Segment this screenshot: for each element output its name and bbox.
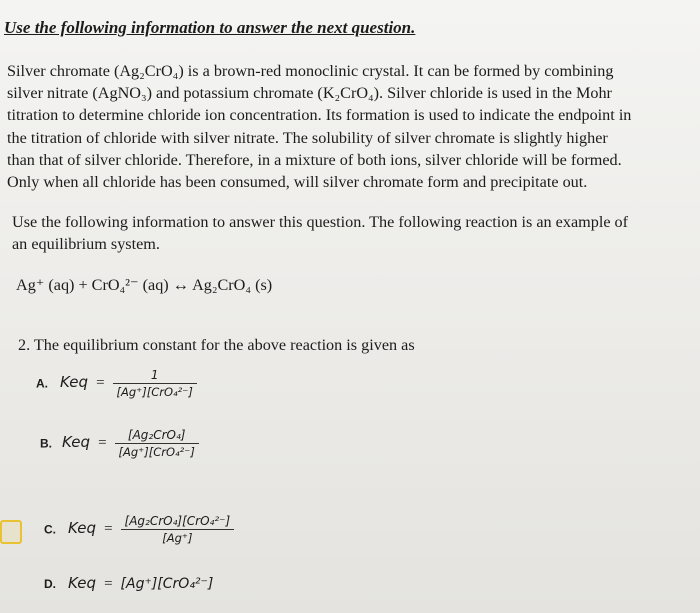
option-b-denominator: [Ag⁺][CrO₄²⁻]: [118, 445, 195, 460]
option-b-equals: =: [98, 435, 107, 452]
passage-line: than that of silver chloride. Therefore, in a mixture of both ions, silver chloride will be formed.: [7, 150, 622, 169]
option-c-denominator: [Ag⁺]: [162, 531, 193, 546]
passage-line: titration to determine chloride ion concentration. Its formation is used to indicate the endpoint in: [7, 106, 632, 125]
passage-line: silver nitrate (AgNO₃) and potassium chromate (K₂CrO₄). Silver chloride is used in the Mohr: [7, 84, 612, 103]
option-a-fraction: [113, 368, 197, 399]
option-d-keq: Keq: [68, 574, 97, 592]
option-b-numerator: [Ag₂CrO₄]: [127, 428, 186, 442]
instruction-line: Use the following information to answer this question. The following reaction is an example of: [12, 213, 629, 231]
instruction-line: an equilibrium system.: [12, 235, 160, 253]
option-c-keq: Keq: [68, 519, 97, 538]
option-c[interactable]: [44, 514, 234, 545]
option-a-keq: Keq: [60, 373, 89, 392]
option-d-equals: =: [104, 576, 113, 592]
option-c-letter: C.: [44, 522, 56, 537]
option-b[interactable]: [40, 428, 199, 459]
option-c-numerator: [Ag₂CrO₄][CrO₄²⁻]: [124, 514, 231, 528]
passage-paragraph: [7, 60, 693, 193]
option-d-letter: D.: [44, 577, 56, 591]
passage-line: Only when all chloride has been consumed, will silver chromate form and precipitate out.: [7, 173, 588, 192]
option-c-equals: =: [104, 521, 113, 538]
option-b-letter: B.: [40, 436, 52, 451]
option-d-expression: [Ag⁺][CrO₄²⁻]: [120, 576, 214, 592]
option-a-denominator: [Ag⁺][CrO₄²⁻]: [116, 385, 193, 400]
option-b-keq: Keq: [62, 433, 91, 452]
option-a[interactable]: [36, 368, 197, 399]
option-d[interactable]: [44, 574, 213, 593]
question-stem: 2. The equilibrium constant for the above reaction is given as: [18, 336, 415, 354]
option-a-numerator: 1: [150, 368, 159, 382]
option-a-equals: =: [96, 375, 105, 392]
instruction-title: Use the following information to answer the next question.: [4, 18, 416, 37]
option-b-fraction: [115, 428, 199, 459]
option-c-fraction: [121, 514, 235, 545]
option-a-letter: A.: [36, 376, 48, 391]
selected-answer-marker: [0, 520, 22, 544]
reaction-equation: Ag⁺ (aq) + CrO₄²⁻ (aq) ↔ Ag₂CrO₄ (s): [16, 276, 273, 294]
passage-line: Silver chromate (Ag₂CrO₄) is a brown-red monoclinic crystal. It can be formed by combining: [7, 62, 614, 80]
passage-line: the titration of chloride with silver nitrate. The solubility of silver chromate is slightly higher: [7, 128, 608, 147]
instruction-paragraph: [12, 211, 628, 255]
